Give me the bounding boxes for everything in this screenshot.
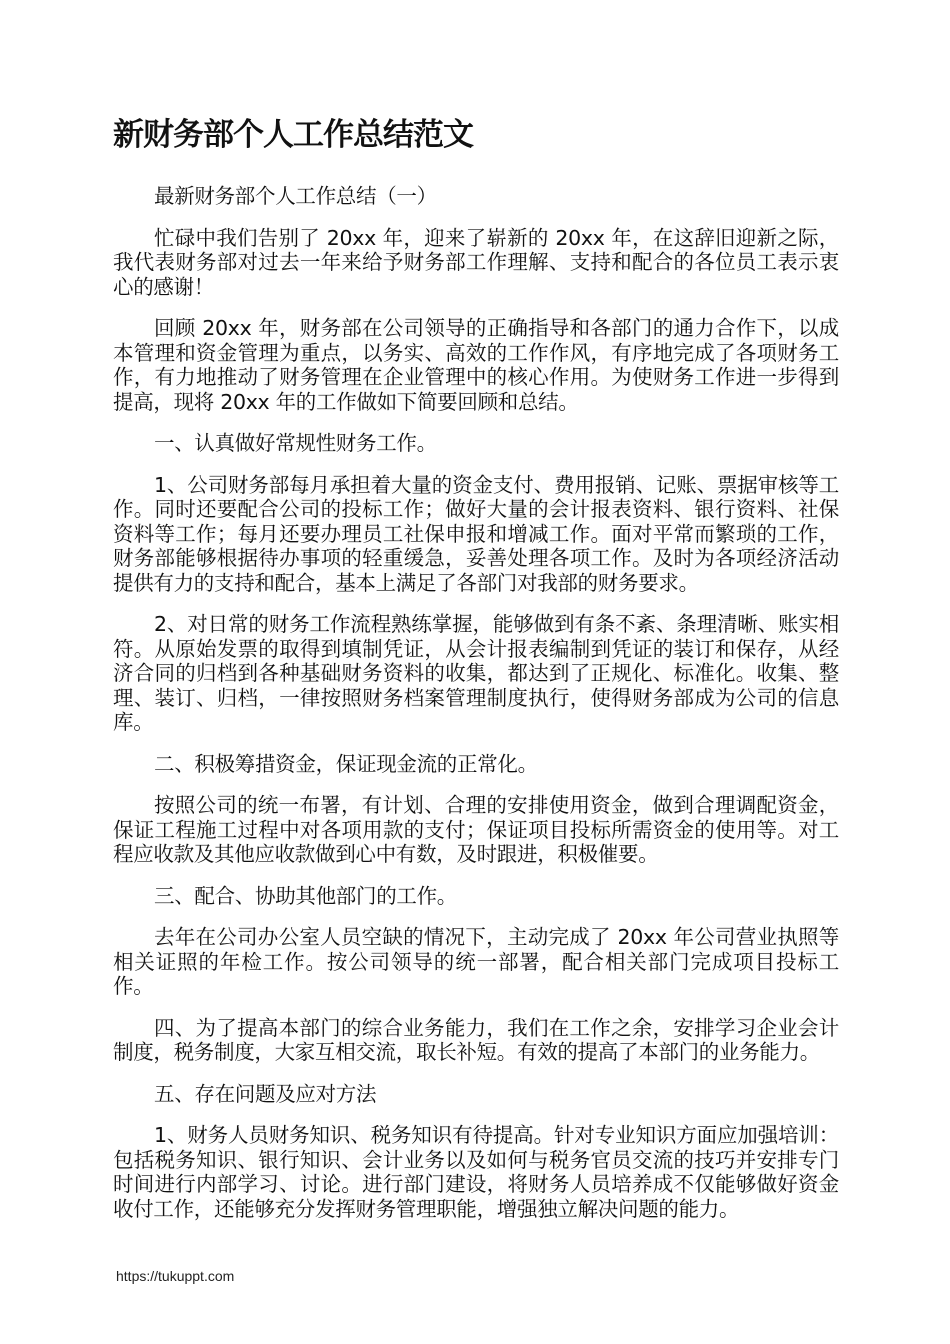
- footer-url: https://tukuppt.com: [116, 1268, 235, 1284]
- section-heading: 四、为了提高本部门的综合业务能力，我们在工作之余，安排学习企业会计制度，税务制度，大家互相交流，取长补短。有效的提高了本部门的业务能力。: [113, 1015, 839, 1064]
- paragraph: 去年在公司办公室人员空缺的情况下，主动完成了 20xx 年公司营业执照等相关证照的年检工作。按公司领导的统一部署，配合相关部门完成项目投标工作。: [113, 925, 839, 998]
- subtitle: 最新财务部个人工作总结（一）: [154, 184, 437, 208]
- section-heading: 二、积极筹措资金，保证现金流的正常化。: [154, 751, 538, 776]
- section-heading: 一、认真做好常规性财务工作。: [154, 431, 437, 455]
- paragraph: 忙碌中我们告别了 20xx 年，迎来了崭新的 20xx 年，在这辞旧迎新之际，我代表财务部对过去一年来给予财务部工作理解、支持和配合的各位员工表示衷心的感谢！: [113, 225, 839, 299]
- paragraph: 1、公司财务部每月承担着大量的资金支付、费用报销、记账、票据审核等工作。同时还要配合公司的投标工作；做好大量的会计报表资料、银行资料、社保资料等工作；每月还要办理员工社保申报和增减工作。面对平常而繁琐的工作，财务部能够根据待办事项的轻重缓急，妥善处理各项工作。及时为各项经济活动提供有力的支持和配合，基本上满足了各部门对我部的财务要求。: [113, 472, 839, 595]
- page-title: 新财务部个人工作总结范文: [113, 117, 473, 153]
- paragraph: 1、财务人员财务知识、税务知识有待提高。针对专业知识方面应加强培训：包括税务知识、银行知识、会计业务以及如何与税务官员交流的技巧并安排专门时间进行内部学习、讨论。进行部门建设，将财务人员培养成不仅能够做好资金收付工作，还能够充分发挥财务管理职能，增强独立解决问题的能力。: [113, 1123, 839, 1221]
- paragraph: 2、对日常的财务工作流程熟练掌握，能够做到有条不紊、条理清晰、账实相符。从原始发票的取得到填制凭证，从会计报表编制到凭证的装订和保存，从经济合同的归档到各种基础财务资料的收集，都达到了正规化、标准化。收集、整理、装订、归档，一律按照财务档案管理制度执行，使得财务部成为公司的信息库。: [113, 612, 839, 734]
- paragraph: 按照公司的统一布署，有计划、合理的安排使用资金，做到合理调配资金，保证工程施工过程中对各项用款的支付；保证项目投标所需资金的使用等。对工程应收款及其他应收款做到心中有数，及时跟进，积极催要。: [113, 793, 839, 866]
- document-page: [113, 112, 839, 1238]
- section-heading: 三、配合、协助其他部门的工作。: [154, 883, 457, 908]
- section-heading: 五、存在问题及应对方法: [154, 1081, 377, 1106]
- paragraph: 回顾 20xx 年，财务部在公司领导的正确指导和各部门的通力合作下，以成本管理和资金管理为重点，以务实、高效的工作作风，有序地完成了各项财务工作，有力地推动了财务管理在企业管理中的核心作用。为使财务工作进一步得到提高，现将 20xx 年的工作做如下简要回顾和总结。: [113, 316, 839, 414]
